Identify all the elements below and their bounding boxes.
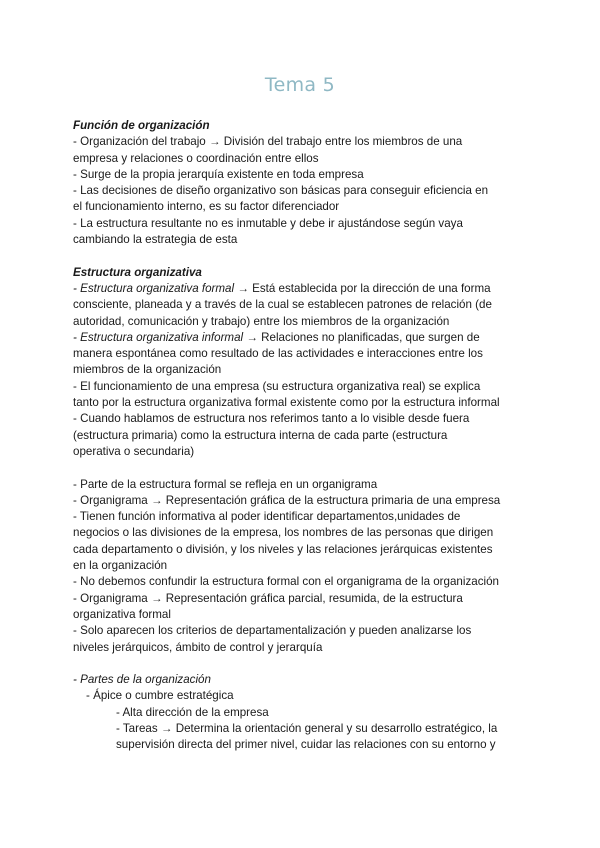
- list-item: - Tareas → Determina la orientación general y su desarrollo estratégico, la: [116, 721, 498, 735]
- text-line: - Las decisiones de diseño organizativo son básicas para conseguir eficiencia en: [73, 184, 489, 198]
- text-line: - Tienen función informativa al poder identificar departamentos,unidades de: [73, 510, 461, 524]
- section-heading: Función de organización: [73, 119, 210, 132]
- text-line: [73, 330, 533, 346]
- text-line: (estructura primaria) como la estructura interna de cada parte (estructura: [73, 428, 448, 442]
- list-item: - Alta dirección de la empresa: [116, 705, 269, 719]
- text-line: - Solo aparecen los criterios de departamentalización y pueden analizarse los: [73, 624, 472, 638]
- text-line: - Organigrama → Representación gráfica de la estructura primaria de una empresa: [73, 493, 501, 507]
- text-line: - Organización del trabajo → División del trabajo entre los miembros de una: [73, 135, 463, 149]
- text-line: - Organigrama → Representación gráfica parcial, resumida, de la estructura: [73, 591, 463, 605]
- page-title: Tema 5: [264, 74, 336, 96]
- text-line: - El funcionamiento de una empresa (su estructura organizativa real) se explica: [73, 379, 481, 393]
- text-line: cada departamento o división, y los niveles y las relaciones jerárquicas existentes: [73, 542, 493, 556]
- text-line: cambiando la estrategia de esta: [73, 233, 238, 247]
- text-line: operativa o secundaria): [73, 444, 195, 458]
- text-line: tanto por la estructura organizativa formal existente como por la estructura informal: [73, 396, 500, 410]
- list-heading: - Partes de la organización: [73, 673, 211, 687]
- text-line: - Surge de la propia jerarquía existente en toda empresa: [73, 167, 364, 181]
- text-line: - No debemos confundir la estructura formal con el organigrama de la organización: [73, 575, 499, 589]
- text-line: empresa y relaciones o coordinación entre ellos: [73, 151, 319, 165]
- text-line: miembros de la organización: [73, 363, 222, 377]
- text-line: consciente, planeada y a través de la cual se establecen patrones de relación (de: [73, 298, 492, 312]
- text-line: - Cuando hablamos de estructura nos referimos tanto a lo visible desde fuera: [73, 412, 470, 426]
- text-line: autoridad, comunicación y trabajo) entre los miembros de la organización: [73, 314, 450, 328]
- list-item: - Ápice o cumbre estratégica: [86, 689, 234, 703]
- text-line: organizativa formal: [73, 607, 171, 621]
- text-line: - Parte de la estructura formal se refleja en un organigrama: [73, 477, 378, 491]
- text-line: niveles jerárquicos, ámbito de control y jerarquía: [73, 640, 323, 654]
- text-span: → Está establecida por la dirección de una forma: [234, 281, 491, 295]
- text-line: manera espontánea como resultado de las actividades e interacciones entre los: [73, 347, 483, 361]
- section-heading: Estructura organizativa: [73, 265, 202, 279]
- text-line: negocios o las divisiones de la empresa, los nombres de las personas que dirigen: [73, 526, 494, 540]
- italic-term: - Estructura organizativa formal: [73, 281, 235, 295]
- text-line: el funcionamiento interno, es su factor diferenciador: [73, 200, 340, 214]
- text-span: → Relaciones no planificadas, que surgen de: [243, 330, 480, 344]
- list-item: supervisión directa del primer nivel, cuidar las relaciones con su entorno y: [116, 738, 496, 752]
- italic-term: - Estructura organizativa informal: [73, 330, 244, 344]
- document-body: [73, 118, 533, 754]
- text-line: en la organización: [73, 559, 168, 573]
- text-line: - La estructura resultante no es inmutable y debe ir ajustándose según vaya: [73, 216, 463, 230]
- text-line: [73, 281, 533, 297]
